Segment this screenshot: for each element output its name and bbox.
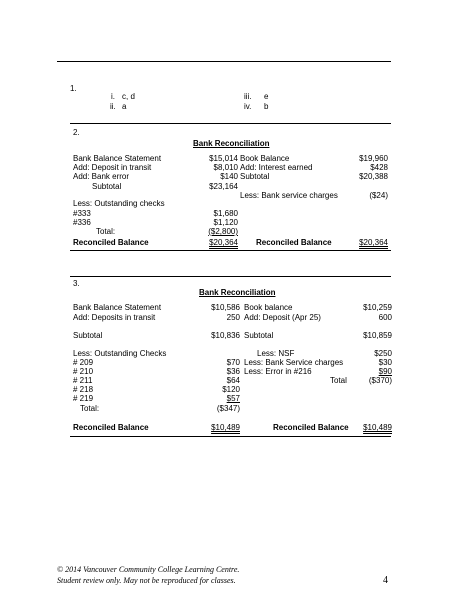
page-number: 4 xyxy=(383,575,388,586)
q2-reconciled-left-label: Reconciled Balance xyxy=(73,238,149,247)
q2-check2-label: #336 xyxy=(73,218,91,227)
q2-subtotal-right-value: $20,388 xyxy=(359,172,388,181)
q2-number: 2. xyxy=(73,128,80,137)
q2-check1-label: #333 xyxy=(73,209,91,218)
q3-total-left-label: Total: xyxy=(80,404,100,413)
q1-item-i-ans: c, d xyxy=(122,92,135,101)
q2-subtotal-left-label: Subtotal xyxy=(92,182,122,191)
q3-less-error-label: Less: Error in #216 xyxy=(244,367,312,376)
q2-bank-balance-value: $15,014 xyxy=(209,154,238,163)
q3-total-left-value: ($347) xyxy=(216,404,240,413)
q3-less-nsf-label: Less: NSF xyxy=(257,349,295,358)
q2-reconciled-right-value: $20,364 xyxy=(359,238,388,247)
q3-less-nsf-value: $250 xyxy=(374,349,392,358)
q1-item-iv-ans: b xyxy=(264,102,269,111)
q3-less-service-value: $30 xyxy=(378,358,392,367)
q2-less-service-value: ($24) xyxy=(369,191,388,200)
q3-add-deposits-label: Add: Deposits in transit xyxy=(73,313,156,322)
q2-bank-balance-label: Bank Balance Statement xyxy=(73,154,162,163)
q3-bank-balance-label: Bank Balance Statement xyxy=(73,303,162,312)
q3-check-211-value: $64 xyxy=(226,376,240,385)
q3-less-service-label: Less: Bank Service charges xyxy=(244,358,344,367)
q1-item-iv-num: iv. xyxy=(244,102,252,111)
q3-check-209-value: $70 xyxy=(226,358,240,367)
q2-check2-value: $1,120 xyxy=(213,218,238,227)
footer-copyright: © 2014 Vancouver Community College Learning Centre. xyxy=(57,565,240,574)
q2-add-interest-value: $428 xyxy=(370,163,388,172)
q3-add-deposit-apr-label: Add: Deposit (Apr 25) xyxy=(244,313,321,322)
q3-reconciled-right-label: Reconciled Balance xyxy=(273,423,349,432)
q2-reconciled-left-value: $20,364 xyxy=(209,238,238,247)
q2-add-bank-error-label: Add: Bank error xyxy=(73,172,130,181)
q3-check-210-value: $36 xyxy=(226,367,240,376)
q2-add-deposit-label: Add: Deposit in transit xyxy=(73,163,152,172)
q3-book-balance-value: $10,259 xyxy=(363,303,392,312)
q3-add-deposits-value: 250 xyxy=(226,313,240,322)
q3-check-210-label: # 210 xyxy=(73,367,94,376)
q2-bottom-rule xyxy=(70,250,391,251)
q3-check-219-value: $57 xyxy=(226,394,240,403)
q2-book-balance-label: Book Balance xyxy=(240,154,290,163)
q1-item-i-num: i. xyxy=(111,92,115,101)
q3-bottom-rule xyxy=(70,436,391,437)
q3-total-right-label: Total xyxy=(330,376,347,385)
q3-subtotal-right-label: Subtotal xyxy=(244,331,274,340)
q3-check-218-label: # 218 xyxy=(73,385,94,394)
q3-reconciled-left-value: $10,489 xyxy=(211,423,240,432)
q2-total-label: Total: xyxy=(96,227,116,236)
q3-top-rule xyxy=(70,276,391,277)
q3-bank-balance-value: $10,586 xyxy=(211,303,240,312)
q3-reconciled-left-label: Reconciled Balance xyxy=(73,423,149,432)
q2-add-bank-error-value: $140 xyxy=(220,172,238,181)
q2-top-rule xyxy=(70,123,391,124)
q2-check1-value: $1,680 xyxy=(213,209,238,218)
q1-item-iii-ans: e xyxy=(264,92,269,101)
q3-check-218-value: $120 xyxy=(222,385,240,394)
q2-book-balance-value: $19,960 xyxy=(359,154,388,163)
q1-item-iii-num: iii. xyxy=(244,92,252,101)
q2-title: Bank Reconciliation xyxy=(193,139,270,148)
q1-number: 1. xyxy=(70,84,77,93)
q3-check-209-label: # 209 xyxy=(73,358,94,367)
q3-subtotal-left-label: Subtotal xyxy=(73,331,103,340)
q1-item-ii-num: ii. xyxy=(110,102,116,111)
q3-reconciled-right-value: $10,489 xyxy=(363,423,392,432)
q3-number: 3. xyxy=(73,279,80,288)
q3-less-error-value: $90 xyxy=(378,367,392,376)
q2-reconciled-right-label: Reconciled Balance xyxy=(256,238,332,247)
q2-less-checks-label: Less: Outstanding checks xyxy=(73,199,165,208)
footer-notice: Student review only. May not be reproduced for classes. xyxy=(57,576,236,585)
q3-less-checks-label: Less: Outstanding Checks xyxy=(73,349,167,358)
q3-check-211-label: # 211 xyxy=(73,376,93,385)
header-rule xyxy=(57,61,391,62)
q1-item-ii-ans: a xyxy=(122,102,127,111)
q2-subtotal-left-value: $23,164 xyxy=(209,182,238,191)
q2-add-deposit-value: $8,010 xyxy=(213,163,238,172)
q2-subtotal-right-label: Subtotal xyxy=(240,172,270,181)
q2-total-value: ($2,800) xyxy=(208,227,238,236)
q3-subtotal-left-value: $10,836 xyxy=(211,331,240,340)
q3-add-deposit-apr-value: 600 xyxy=(378,313,392,322)
q3-book-balance-label: Book balance xyxy=(244,303,293,312)
q2-add-interest-label: Add: Interest earned xyxy=(240,163,313,172)
q3-total-right-value: ($370) xyxy=(368,376,392,385)
q3-title: Bank Reconciliation xyxy=(199,288,276,297)
q2-less-service-label: Less: Bank service charges xyxy=(240,191,338,200)
q3-subtotal-right-value: $10,859 xyxy=(363,331,392,340)
q3-check-219-label: # 219 xyxy=(73,394,94,403)
